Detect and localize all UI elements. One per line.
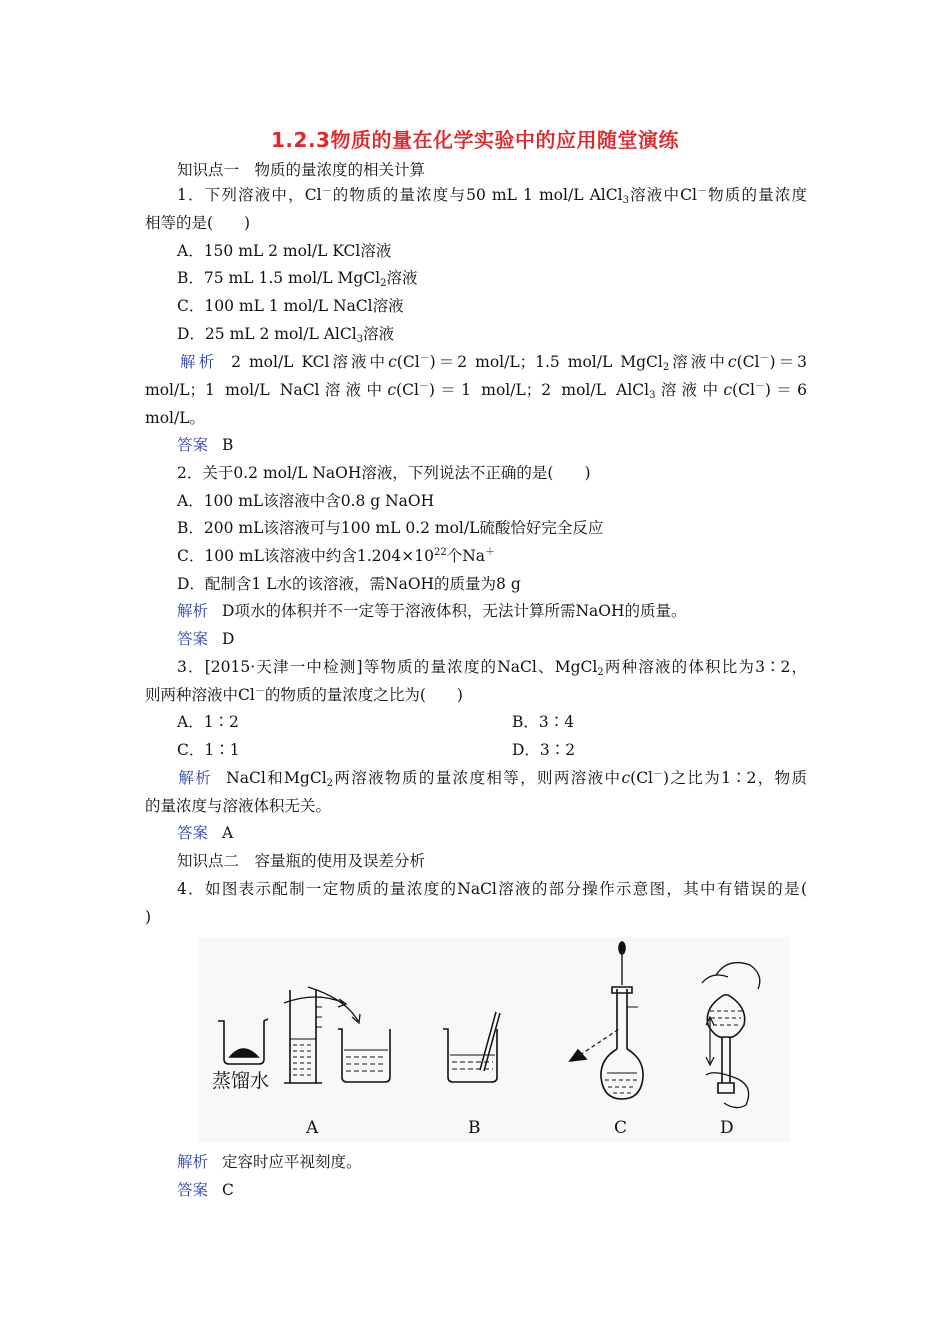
section-heading-2: 知识点二 容量瓶的使用及误差分析: [177, 852, 426, 870]
page-title: 1.2.3物质的量在化学实验中的应用随堂演练: [271, 128, 679, 152]
analysis-label: 解析: [177, 1153, 209, 1171]
lab-operation-figure: [198, 937, 790, 1142]
q4-stem-line2: ): [145, 908, 152, 926]
q2-option-a: A．100 mL该溶液中含0.8 g NaOH: [177, 492, 435, 510]
q4-analysis: 解析 定容时应平视刻度。: [177, 1153, 362, 1171]
figure-label-c: C: [614, 1118, 628, 1138]
q1-option-c: C．100 mL 1 mol/L NaCl溶液: [177, 297, 404, 315]
q2-answer: 答案 D: [177, 630, 235, 648]
q3-option-c: C．1∶1: [177, 741, 240, 759]
analysis-label: 解析: [177, 769, 213, 787]
q1-analysis-line2: mol/L；1 mol/L NaCl溶液中c(Cl－)＝1 mol/L；2 mol/L AlCl$_3$溶液中c(Cl－)＝6: [145, 381, 807, 401]
answer-label: 答案: [177, 630, 209, 648]
q1-option-d: D．25 mL 2 mol/L AlCl$_3$溶液: [177, 325, 395, 345]
figure-label-b: B: [468, 1118, 481, 1138]
q3-answer: 答案 A: [177, 824, 234, 842]
figure-label-a: A: [306, 1118, 319, 1138]
q3-stem: 3．[2015·天津一中检测]等物质的量浓度的NaCl、MgCl$_2$两种溶液的体积比为3∶2，: [177, 658, 807, 678]
q2-option-d: D．配制含1 L水的该溶液，需NaOH的质量为8 g: [177, 575, 521, 593]
q2-analysis: 解析 D项水的体积并不一定等于溶液体积，无法计算所需NaOH的质量。: [177, 602, 687, 620]
q4-answer: 答案 C: [177, 1181, 234, 1199]
distilled-water-label: 蒸馏水: [212, 1070, 270, 1092]
q1-stem: 1．下列溶液中，Cl－的物质的量浓度与50 mL 1 mol/L AlCl$_3$溶液中Cl－物质的量浓度: [177, 186, 807, 206]
analysis-label: 解析: [177, 353, 218, 371]
q4-stem: 4．如图表示配制一定物质的量浓度的NaCl溶液的部分操作示意图，其中有错误的是(: [177, 880, 807, 898]
figure-background: [198, 937, 790, 1142]
q1-option-b: B．75 mL 1.5 mol/L MgCl$_2$溶液: [177, 269, 418, 289]
answer-label: 答案: [177, 824, 209, 842]
q3-option-d: D．3∶2: [512, 741, 576, 759]
figure-label-d: D: [720, 1118, 734, 1138]
q1-stem-line2: 相等的是( ): [145, 214, 251, 232]
q3-stem-line2: 则两种溶液中Cl－的物质的量浓度之比为( ): [145, 686, 463, 704]
q2-option-b: B．200 mL该溶液可与100 mL 0.2 mol/L硫酸恰好完全反应: [177, 519, 604, 537]
q1-analysis-line3: mol/L。: [145, 409, 206, 427]
q3-analysis-line2: 的量浓度与溶液体积无关。: [145, 797, 332, 815]
section-heading-1: 知识点一 物质的量浓度的相关计算: [177, 161, 426, 179]
q3-option-a: A．1∶2: [177, 713, 239, 731]
analysis-label: 解析: [177, 602, 209, 620]
q2-stem: 2．关于0.2 mol/L NaOH溶液，下列说法不正确的是( ): [177, 464, 591, 482]
q3-analysis: 解析 NaCl和MgCl$_2$两溶液物质的量浓度相等，则两溶液中c(Cl－)之比为1∶2，物质: [177, 769, 807, 789]
q1-option-a: A．150 mL 2 mol/L KCl溶液: [177, 242, 392, 260]
q1-analysis: 解析 2 mol/L KCl溶液中c(Cl－)＝2 mol/L；1.5 mol/L MgCl$_2$溶液中c(Cl－)＝3: [177, 353, 807, 373]
answer-label: 答案: [177, 1181, 209, 1199]
q3-option-b: B．3∶4: [512, 713, 575, 731]
answer-label: 答案: [177, 436, 209, 454]
q2-option-c: C．100 mL该溶液中约含$1.204\times 10^{22}$个Na＋: [177, 547, 495, 565]
q1-answer: 答案 B: [177, 436, 234, 454]
